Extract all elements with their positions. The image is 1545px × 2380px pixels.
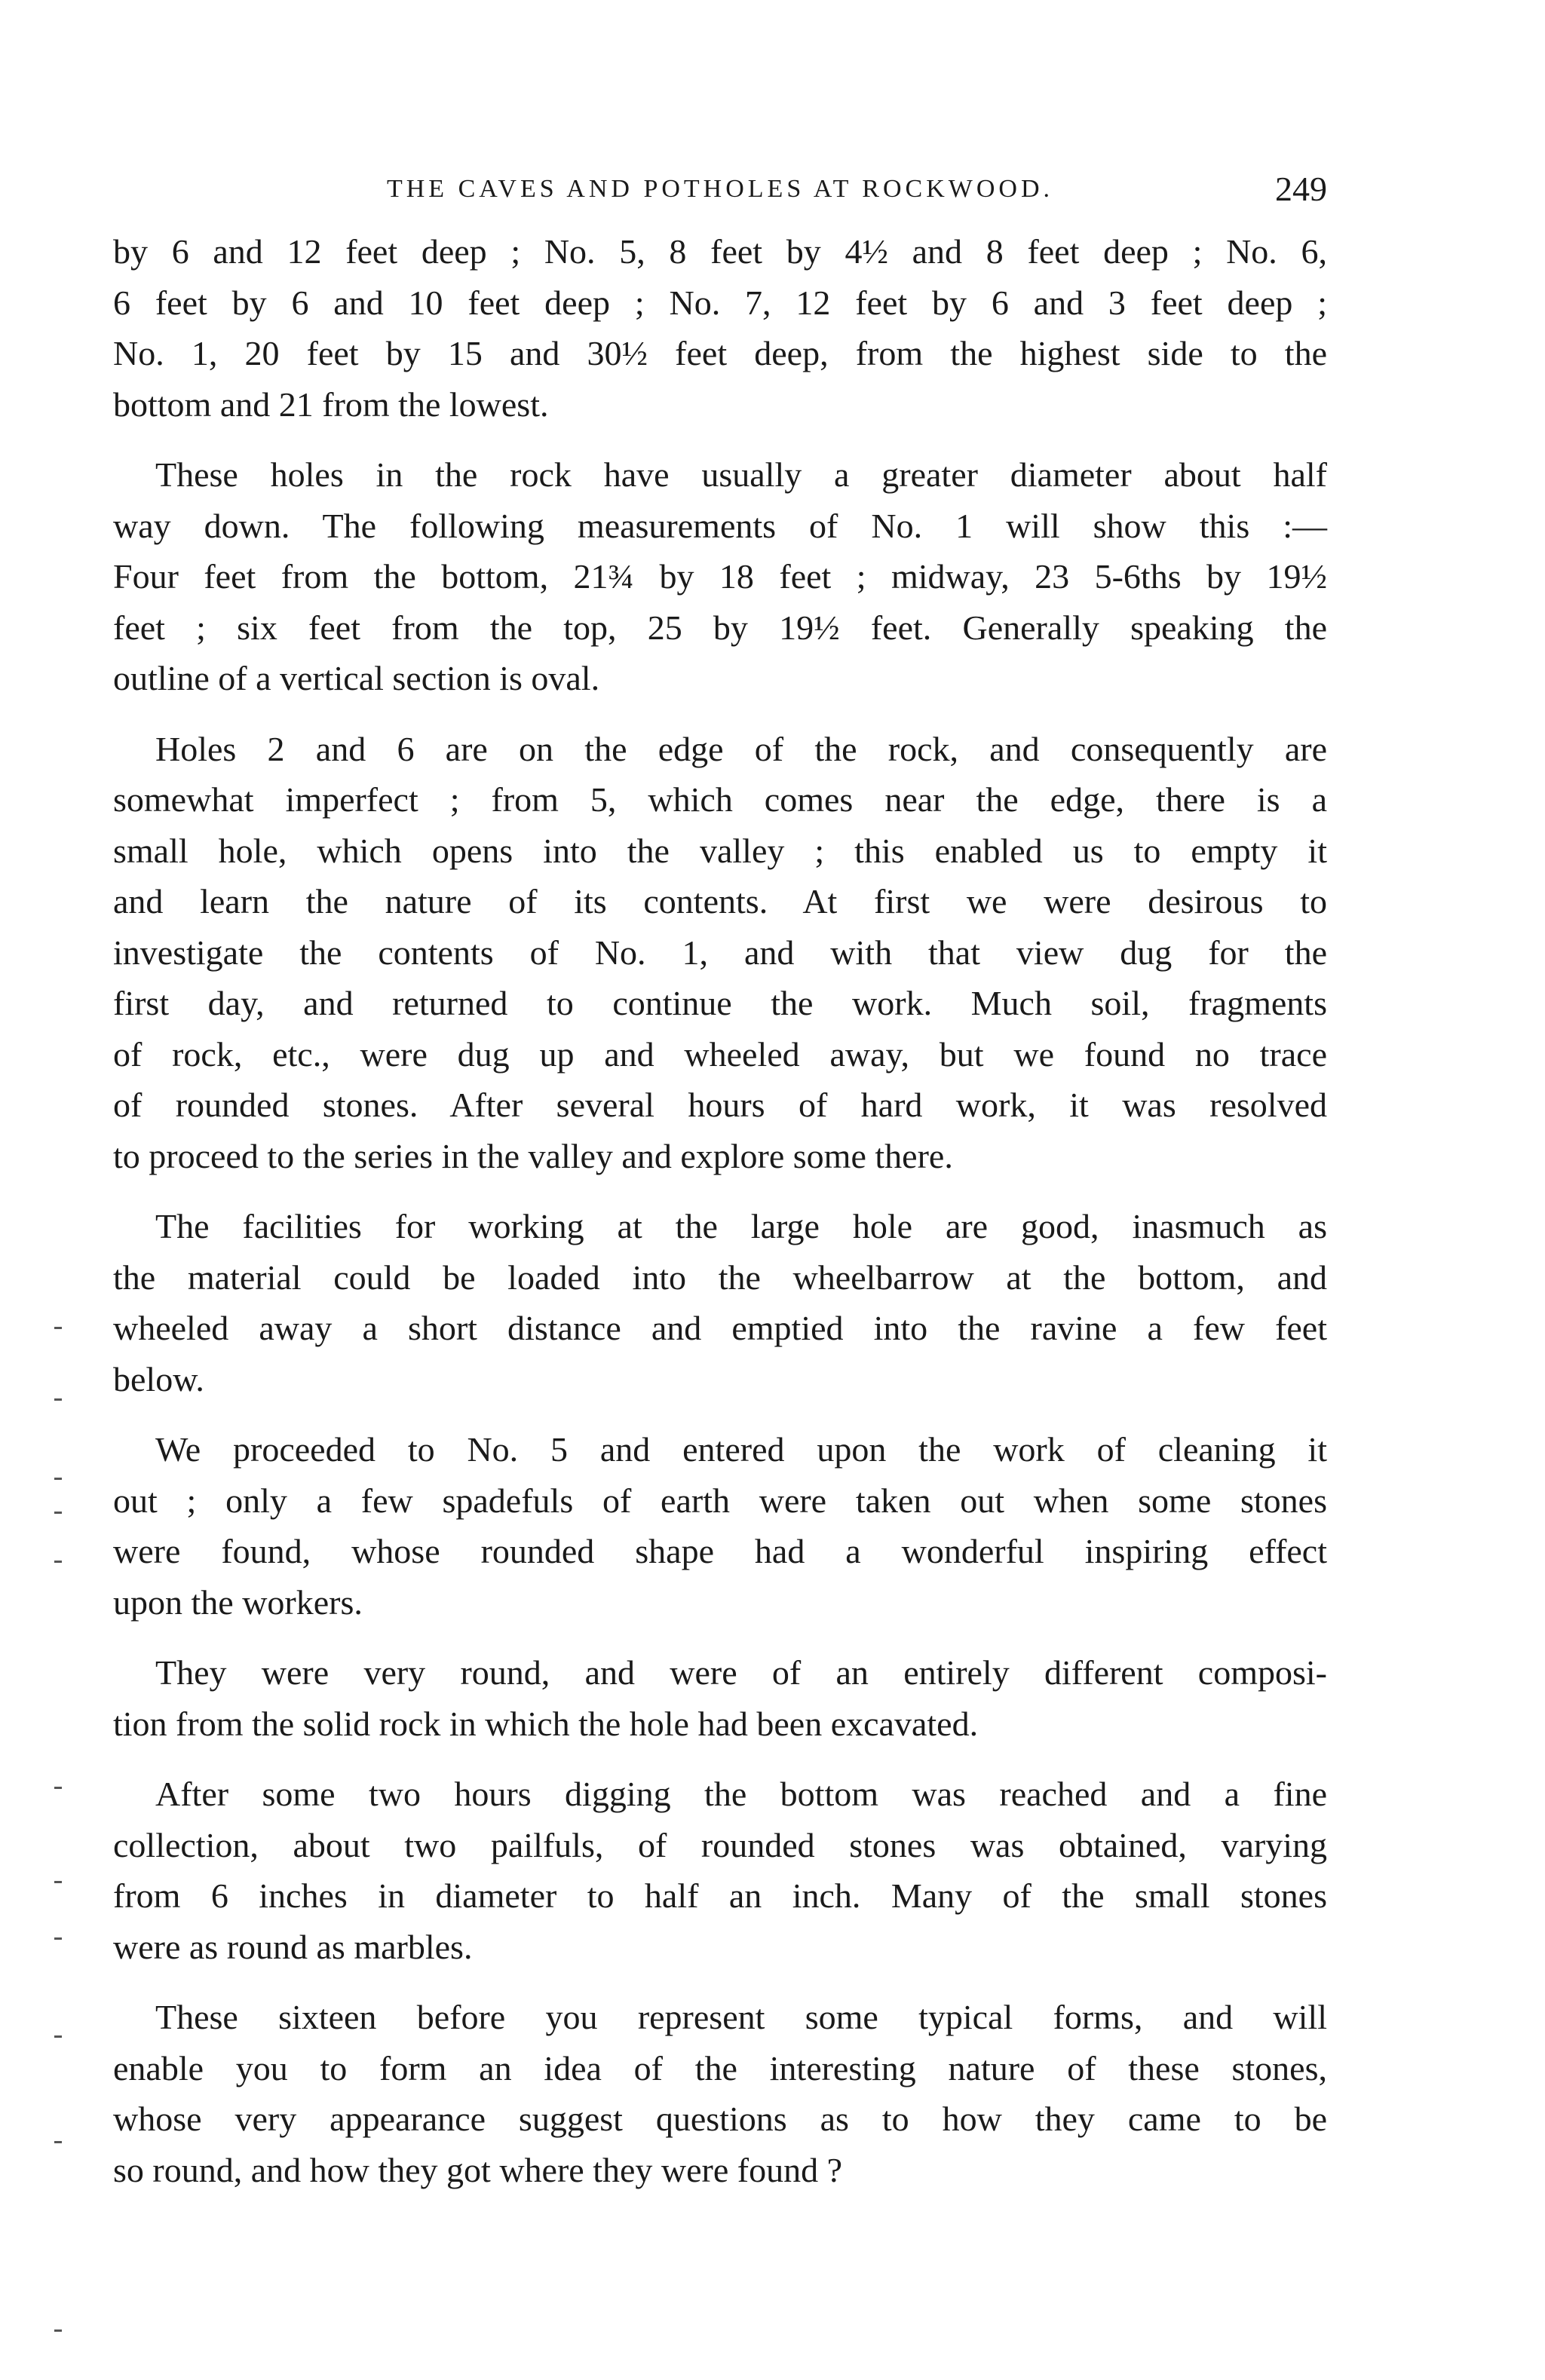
scan-mark [54,1937,62,1940]
text-line: Four feet from the bottom, 21¾ by 18 feet ; midway, 23 5-6ths by 19½ [113,557,1327,596]
paragraph-8 [113,1992,1327,2195]
scan-mark [54,1478,62,1480]
text-line: way down. The following measurements of No. 1 will show this :— [113,506,1327,545]
running-title: THE CAVES AND POTHOLES AT ROCKWOOD. [386,175,1054,203]
text-line: to proceed to the series in the valley and explore some there. [113,1136,953,1175]
text-line: These sixteen before you represent some typical forms, and will [155,1998,1327,2036]
text-line: and learn the nature of its contents. At first we were desirous to [113,882,1327,920]
running-head [113,170,1327,220]
text-line: out ; only a few spadefuls of earth were taken out when some stones [113,1481,1327,1520]
text-line: No. 1, 20 feet by 15 and 30½ feet deep, from the highest side to the [113,334,1327,372]
text-line: below. [113,1359,204,1398]
scan-mark [54,2329,62,2332]
text-line: collection, about two pailfuls, of rounded stones was obtained, varying [113,1825,1327,1864]
text-line: We proceeded to No. 5 and entered upon the work of cleaning it [155,1430,1327,1469]
margin-scan-marks [54,1327,69,2337]
paragraph-3 [113,724,1327,1182]
paragraph-5 [113,1424,1327,1628]
text-line: After some two hours digging the bottom was reached and a fine [155,1775,1327,1813]
paragraph-1 [113,226,1327,430]
text-line: investigate the contents of No. 1, and with that view dug for the [113,933,1327,972]
text-line: whose very appearance suggest questions as to how they came to be [113,2100,1327,2138]
scan-mark [54,1327,62,1329]
scan-mark [54,1398,62,1401]
text-line: of rounded stones. After several hours of hard work, it was resolved [113,1086,1327,1124]
page-number: 249 [1275,170,1327,208]
body-text [113,226,1327,2215]
text-line: bottom and 21 from the lowest. [113,384,549,424]
paragraph-6 [113,1647,1327,1749]
text-line: Holes 2 and 6 are on the edge of the rock, and consequently are [155,729,1327,768]
text-line: 6 feet by 6 and 10 feet deep ; No. 7, 12 feet by 6 and 3 feet deep ; [113,283,1327,322]
scan-mark [54,2141,62,2143]
text-line: The facilities for working at the large hole are good, inasmuch as [155,1207,1327,1245]
text-line: wheeled away a short distance and emptied into the ravine a few feet [113,1309,1327,1347]
text-line: by 6 and 12 feet deep ; No. 5, 8 feet by 4½ and 8 feet deep ; No. 6, [113,232,1327,271]
text-line: somewhat imperfect ; from 5, which comes near the edge, there is a [113,780,1327,819]
scan-mark [54,1881,62,1883]
scan-mark [54,1512,62,1514]
text-line: These holes in the rock have usually a greater diameter about half [155,455,1327,494]
scan-mark [54,2035,62,2038]
text-line: feet ; six feet from the top, 25 by 19½ feet. Generally speaking the [113,608,1327,647]
paragraph-7 [113,1769,1327,1972]
text-line: the material could be loaded into the wheelbarrow at the bottom, and [113,1257,1327,1297]
text-line: were as round as marbles. [113,1927,473,1966]
text-line: tion from the solid rock in which the hole had been excavated. [113,1704,979,1743]
paragraph-4 [113,1201,1327,1404]
text-line: upon the workers. [113,1582,363,1622]
scan-mark [54,1787,62,1789]
text-line: outline of a vertical section is oval. [113,659,600,697]
scan-mark [54,1561,62,1563]
text-line: first day, and returned to continue the work. Much soil, fragments [113,984,1327,1022]
paragraph-2 [113,449,1327,704]
text-line: so round, and how they got where they were found ? [113,2150,843,2189]
text-line: were found, whose rounded shape had a wonderful inspiring effect [113,1532,1327,1570]
text-line: from 6 inches in diameter to half an inch. Many of the small stones [113,1876,1327,1915]
text-line: They were very round, and were of an entirely different composi- [155,1653,1327,1692]
text-line: of rock, etc., were dug up and wheeled away, but we found no trace [113,1034,1327,1074]
text-line: enable you to form an idea of the interesting nature of these stones, [113,2048,1327,2087]
text-line: small hole, which opens into the valley ; this enabled us to empty it [113,831,1327,870]
